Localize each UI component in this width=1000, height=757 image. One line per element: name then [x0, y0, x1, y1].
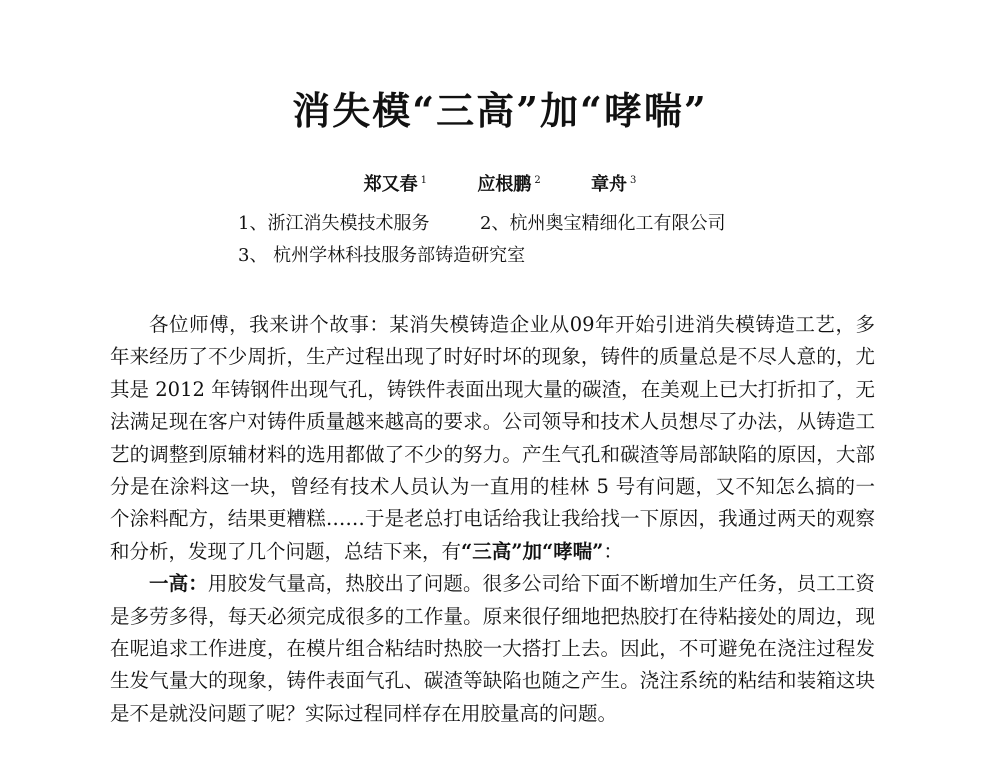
author-list: [0, 174, 1000, 196]
affiliation-1: 1、浙江消失模技术服务: [238, 213, 430, 234]
body-paragraph-2: [110, 568, 875, 730]
affiliation-mark: 2: [534, 175, 541, 186]
paper-title: 消失模“三高”加“哮喘”: [292, 88, 708, 133]
affiliation-mark: 3: [629, 175, 637, 186]
paragraph-text: 用胶发气量高，热胶出了问题。很多公司给下面不断增加生产任务，员工工资是多劳多得，每天必须完成很多的工作量。原来很仔细地把热胶打在待粘接处的周边，现在呢追求工作进度，在模片组合粘结时热胶一大搭打上去。因此，不可避免在浇注过程发生发气量大的现象，铸件表面气孔、碳渣等缺陷也随之产生。浇注系统的粘结和装箱这块是不是就没问题了呢？实际过程同样存在用胶量高的问题。: [110, 572, 875, 725]
highlight-phrase: “三高”加“哮喘”: [461, 539, 604, 563]
paragraph-lead: 一高：: [149, 572, 208, 596]
paragraph-text: 各位师傅，我来讲个故事：某消失模铸造企业从09年开始引进消失模铸造工艺，多年来经历了不少周折，生产过程出现了时好时坏的现象，铸件的质量总是不尽人意的，尤其是 2012 年铸钢件出现气孔，铸铁件表面出现大量的碳渣，在美观上已大打折扣了，无法满足现在客户对铸件质量越来越高的要求。公司领导和技术人员想尽了办法，从铸造工艺的调整到原辅材料的选用都做了不少的努力。产生气孔和碳渣等局部缺陷的原因，大部分是在涂料这一块，曾经有技术人员认为一直用的桂林 5 号有问题，又不知怎么搞的一个涂料配方，结果更糟糕……于是老总打电话给我让我给找一下原因，我通过两天的观察和分析，发现了几个问题，总结下来，有: [110, 313, 875, 563]
author-name: 应根鹏: [477, 174, 532, 195]
body-paragraph-1: [110, 309, 875, 568]
affiliation-2: 2、杭州奥宝精细化工有限公司: [480, 213, 726, 234]
author-name: 郑又春: [363, 174, 418, 195]
affiliation-mark: 1: [420, 175, 428, 186]
author-2: [477, 174, 540, 196]
paragraph-tail: ：: [603, 539, 623, 563]
body-text: [110, 309, 875, 730]
author-name: 章舟: [590, 174, 627, 195]
author-3: [591, 174, 636, 196]
author-1: [364, 174, 427, 196]
affiliation-3: 3、 杭州学林科技服务部铸造研究室: [238, 245, 526, 266]
